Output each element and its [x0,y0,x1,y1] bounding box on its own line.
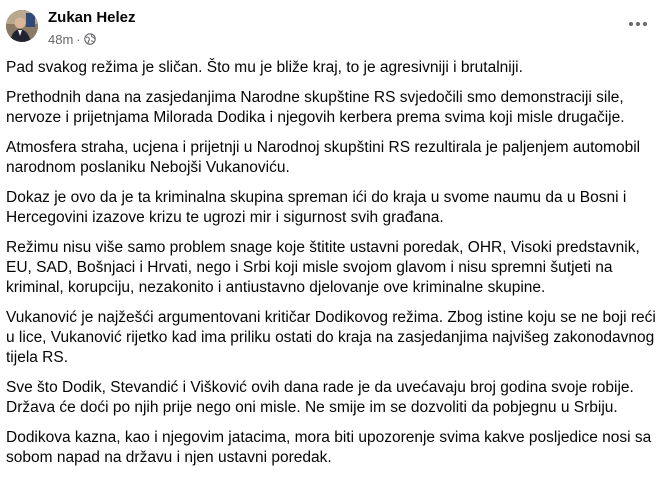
post-paragraph: Atmosfera straha, ucjena i prijetnji u Narodnoj skupštini RS rezultirala je paljenjem automobil narodnom poslaniku Nebojši Vukanoviću. [6,139,641,176]
globe-icon [84,33,96,45]
avatar[interactable] [6,10,38,42]
post-paragraph: Pad svakog režima je sličan. Što mu je bliže kraj, to je agresivniji i brutalniji. [6,59,523,76]
post-paragraph: Vukanović je najžešći argumentovani kritičar Dodikovog režima. Zbog istine koju se ne boji reći u lice, Vukanović rijetko kad ima priliku ostati do kraja na zasjedanjima najvišeg zakonodavnog tijela RS. [6,309,656,366]
more-options-icon[interactable] [626,14,650,34]
post-meta [48,31,96,47]
post-paragraph: Prethodnih dana na zasjedanjima Narodne skupštine RS svjedočili smo demonstraciji sile, nervoze i prijetnjama Milorada Dodika i njegovih kerbera prema svima koji misle drugačije. [6,89,625,126]
post-paragraph: Dokaz je ovo da je ta kriminalna skupina spreman ići do kraja u svome naumu da u Bosni i Hercegovini izazove krizu te ugrozi mir i sigurnost svih građana. [6,189,627,226]
post-body [6,58,658,478]
meta-separator: · [76,31,81,47]
post-paragraph: Dodikova kazna, kao i njegovim jatacima, mora biti upozorenje svima kakve posljedice nosi sa sobom napad na državu i njen ustavni poredak. [6,429,652,466]
post-paragraph: Režimu nisu više samo problem snage koje štitite ustavni poredak, OHR, Visoki predstavnik, EU, SAD, Bošnjaci i Hrvati, nego i Srbi koji misle svojom glavom i nisu spremni šutjeti na kriminal, korupciju, nezakonito i antiustavno djelovanje ove kriminalne skupine. [6,239,640,296]
post-timestamp[interactable]: 48m [48,31,74,47]
post-header [0,0,664,56]
author-name[interactable]: Zukan Helez [48,9,136,26]
post-paragraph: Sve što Dodik, Stevandić i Višković ovih dana rade je da uvećavaju broj godina svoje robije. Država će doći po njih prije nego oni misle. Ne smije im se dozvoliti da pobjegnu u Srbiju. [6,379,634,416]
